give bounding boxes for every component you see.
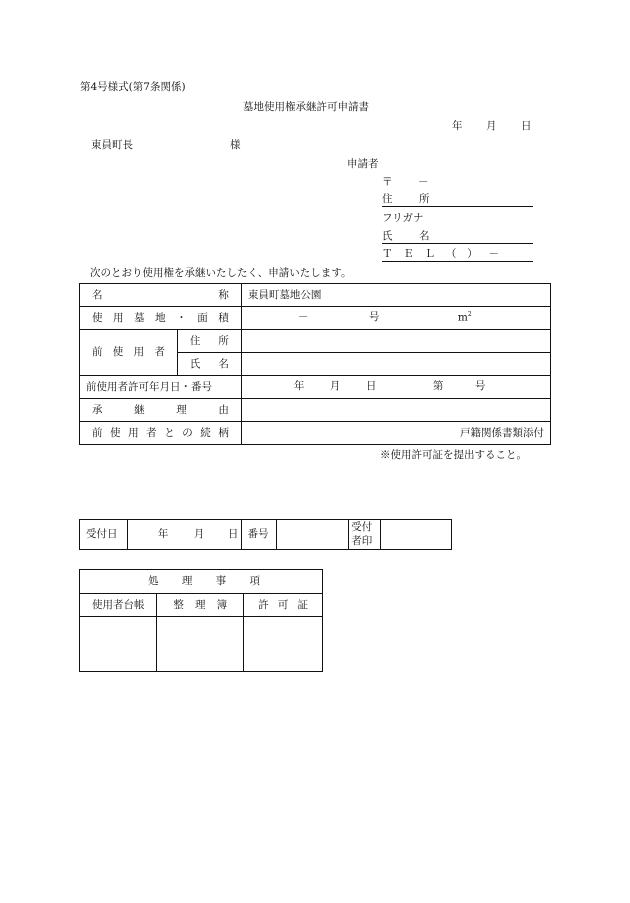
- row-prev-address: [80, 330, 551, 353]
- reception-row: [80, 520, 452, 550]
- col-permit-1: 許: [258, 598, 269, 611]
- processing-table: [79, 569, 323, 672]
- postal-mark: 〒: [382, 176, 393, 188]
- prev-name-label-2: 名: [218, 357, 229, 370]
- tel-dash: －: [488, 248, 499, 260]
- col-register-2: 理: [195, 598, 206, 611]
- reception-stamp-value: [381, 520, 452, 550]
- prev-address-value: [241, 330, 550, 353]
- prev-user-label-1: 前: [92, 346, 103, 359]
- permit-year: 年: [293, 380, 305, 392]
- permit-label: 前使用者許可年月日・番号: [80, 376, 242, 399]
- permit-blank: [244, 617, 323, 672]
- row-cemetery-name: [80, 284, 551, 307]
- reception-day: 日: [227, 527, 239, 540]
- prev-name-value: [241, 353, 550, 376]
- prev-address-label-1: 住: [189, 334, 201, 347]
- applicant-name-line: [382, 230, 533, 244]
- reception-number-value: [277, 520, 349, 550]
- reason-label-4: 由: [218, 403, 229, 416]
- processing-heading-cell: [80, 570, 323, 594]
- applicant-tel-line: [382, 248, 499, 262]
- plot-label-7: 積: [218, 311, 229, 324]
- prev-address-label-cell: [177, 330, 241, 353]
- submission-note: ※使用許可証を提出すること。: [380, 449, 527, 461]
- main-table: [79, 283, 551, 445]
- tel-line-tail: [499, 248, 533, 262]
- reception-table: [79, 519, 452, 550]
- previous-user-label-cell: [80, 330, 178, 376]
- prev-user-label-4: 者: [154, 346, 165, 359]
- prev-user-label-3: 用: [133, 346, 145, 359]
- applicant-address-line: [382, 193, 533, 207]
- document-title: 墓地使用権承継許可申請書: [243, 101, 369, 113]
- processing-heading-4: 項: [249, 575, 260, 588]
- addressee-honorific: 様: [230, 139, 241, 151]
- date-month-label: 月: [486, 120, 497, 132]
- register-blank: [157, 617, 244, 672]
- cemetery-name-label-cell: [80, 284, 242, 307]
- prev-user-label-2: 使: [112, 346, 124, 359]
- tel-close-paren: ）: [467, 248, 478, 260]
- relation-label-4: 者: [146, 426, 157, 439]
- postal-dash: －: [418, 176, 429, 188]
- stamp-label-line2: 者印: [351, 534, 373, 547]
- row-plot: [80, 307, 551, 330]
- processing-columns-row: [80, 594, 323, 617]
- row-permit: [80, 376, 551, 399]
- area-unit-sup: 2: [467, 311, 472, 318]
- reason-label-3: 理: [176, 403, 187, 416]
- col-register-3: 簿: [216, 598, 228, 611]
- reason-value: [241, 399, 550, 422]
- prev-name-label-cell: [177, 353, 241, 376]
- addressee: 東員町長: [91, 139, 133, 151]
- plot-label-3: 墓: [134, 311, 145, 324]
- user-ledger-blank: [80, 617, 157, 672]
- relation-label-2: 使: [110, 426, 121, 439]
- col-permit-2: 可: [277, 598, 289, 611]
- plot-label-6: 面: [197, 311, 208, 324]
- plot-dash: －: [297, 311, 309, 323]
- reception-date-label: 受付日: [80, 520, 128, 550]
- permit-day: 日: [365, 380, 377, 392]
- address-label-2: 所: [419, 193, 430, 205]
- processing-blank-row: [80, 617, 323, 672]
- permit-dai: 第: [432, 380, 444, 392]
- tel-label-2: Ｅ: [403, 248, 414, 260]
- col-register-1: 整: [173, 598, 184, 611]
- cemetery-name-label-2: 称: [218, 288, 229, 301]
- processing-heading-1: 処: [148, 575, 159, 588]
- permit-value-cell: [241, 376, 550, 399]
- name-label-1: 氏: [382, 230, 393, 242]
- processing-heading-2: 理: [181, 575, 193, 588]
- relation-label-cell: [80, 422, 242, 445]
- processing-heading-3: 事: [215, 575, 227, 588]
- col-permit-cell: [244, 594, 323, 617]
- intro-text: 次のとおり使用権を承継いたしたく、申請いたします。: [90, 267, 352, 279]
- area-unit-m: m: [457, 311, 468, 324]
- date-day-label: 日: [521, 120, 532, 132]
- relation-label-8: 柄: [218, 426, 229, 439]
- plot-number-suffix: 号: [368, 311, 380, 323]
- plot-value-cell: [241, 307, 550, 330]
- furigana-label: フリガナ: [382, 212, 424, 224]
- processing-heading-row: [80, 570, 323, 594]
- reception-date-value-cell: [127, 520, 241, 550]
- col-permit-3: 証: [297, 598, 308, 611]
- reception-stamp-label: [349, 520, 381, 550]
- relation-label-5: と: [164, 426, 175, 439]
- date-year-label: 年: [452, 120, 463, 132]
- permit-month: 月: [329, 380, 341, 392]
- plot-label-4: 地: [155, 311, 166, 324]
- prev-name-label-1: 氏: [189, 357, 201, 370]
- relation-label-6: の: [182, 426, 193, 439]
- reception-month: 月: [193, 527, 205, 540]
- plot-label-2: 用: [113, 311, 124, 324]
- reason-label-1: 承: [92, 403, 103, 416]
- reception-year: 年: [157, 527, 169, 540]
- cemetery-name-label-1: 名: [92, 288, 103, 301]
- tel-open-paren: （: [445, 248, 457, 260]
- col-register-cell: [157, 594, 244, 617]
- plot-label-1: 使: [92, 311, 103, 324]
- cemetery-name-value: 東員町墓地公園: [241, 284, 550, 307]
- form-number: 第4号様式(第7条関係): [80, 81, 186, 93]
- applicant-heading: 申請者: [347, 158, 379, 170]
- relation-label-1: 前: [92, 426, 103, 439]
- row-reason: [80, 399, 551, 422]
- row-relation: [80, 422, 551, 445]
- tel-label-1: Ｔ: [382, 248, 393, 260]
- tel-label-3: Ｌ: [424, 248, 436, 260]
- relation-label-7: 続: [200, 426, 211, 439]
- plot-label-5: ・: [176, 311, 187, 324]
- reason-label-2: 継: [134, 403, 145, 416]
- col-user-ledger: 使用者台帳: [80, 594, 157, 617]
- relation-label-3: 用: [128, 426, 139, 439]
- plot-area-unit: [458, 311, 472, 324]
- permit-go: 号: [474, 380, 486, 392]
- name-label-2: 名: [419, 230, 430, 242]
- stamp-label-line1: 受付: [351, 521, 373, 534]
- relation-note: 戸籍関係書類添付: [241, 422, 550, 445]
- prev-address-label-2: 所: [218, 334, 229, 347]
- plot-label-cell: [80, 307, 242, 330]
- reason-label-cell: [80, 399, 242, 422]
- reception-number-label: 番号: [241, 520, 277, 550]
- address-label-1: 住: [382, 193, 393, 205]
